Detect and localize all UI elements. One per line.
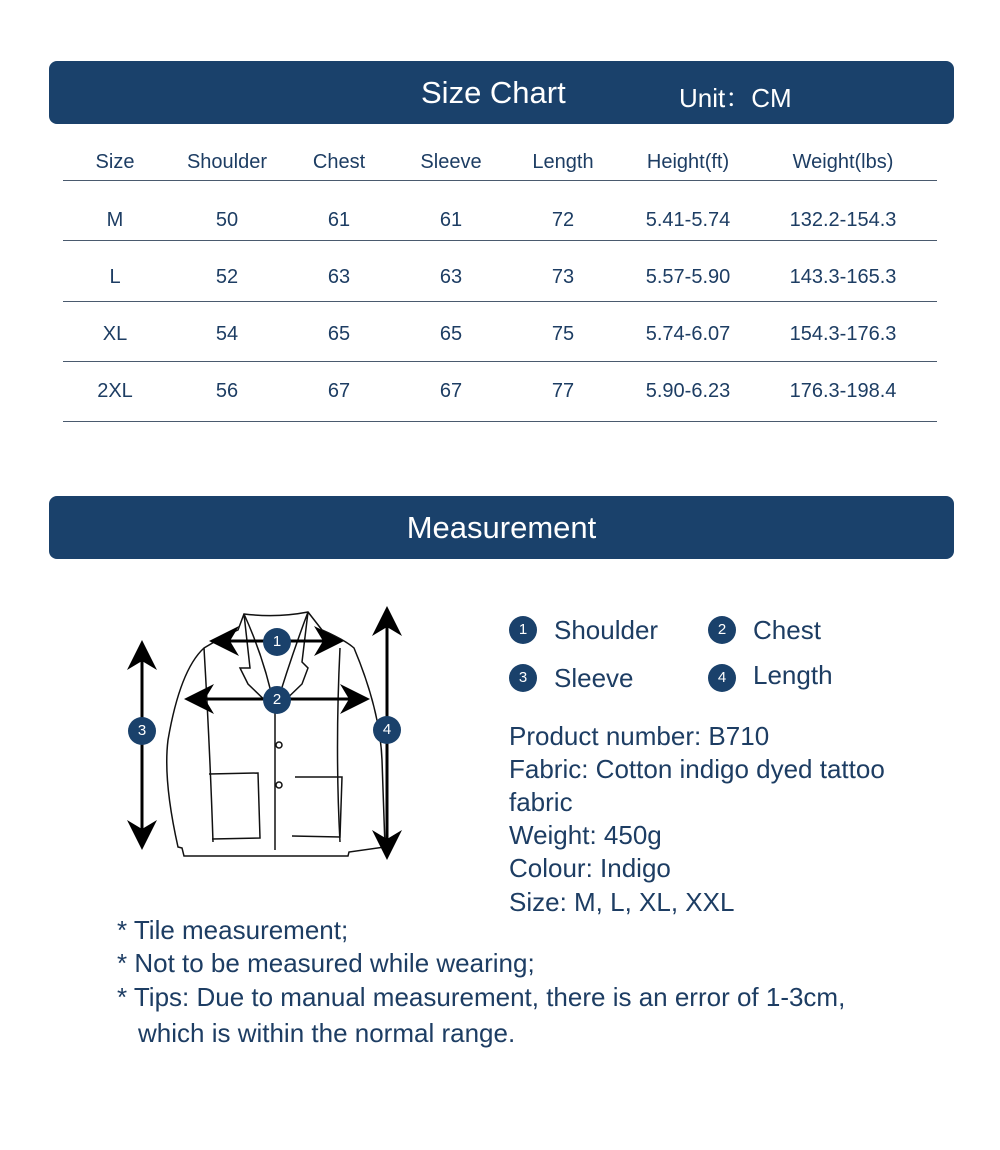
note-line: * Tips: Due to manual measurement, there is an error of 1-3cm, xyxy=(117,982,846,1012)
legend-number: 4 xyxy=(708,664,736,692)
table-cell: 65 xyxy=(327,323,351,345)
info-line: fabric xyxy=(509,787,573,817)
table-cell: 2XL xyxy=(97,380,133,402)
legend-label: Length xyxy=(753,660,833,690)
note-line: * Not to be measured while wearing; xyxy=(117,948,535,978)
table-cell: 72 xyxy=(551,209,575,231)
info-line: Product number: B710 xyxy=(509,721,770,751)
column-header: Height(ft) xyxy=(646,151,730,173)
info-line: Size: M, L, XL, XXL xyxy=(509,887,735,917)
marker-2: 2 xyxy=(263,686,291,714)
table-cell: 67 xyxy=(327,380,351,402)
table-cell: XL xyxy=(102,323,128,345)
table-cell: 73 xyxy=(551,266,575,288)
table-cell: 143.3-165.3 xyxy=(789,266,897,288)
table-cell: 61 xyxy=(327,209,351,231)
legend-label: Chest xyxy=(753,615,821,645)
legend-label: Sleeve xyxy=(554,663,634,693)
legend-number: 1 xyxy=(509,616,537,644)
column-header: Length xyxy=(532,151,594,173)
note-line: * Tile measurement; xyxy=(117,915,349,945)
info-line: Colour: Indigo xyxy=(509,853,671,883)
column-header: Sleeve xyxy=(420,151,482,173)
table-cell: M xyxy=(106,209,124,231)
table-cell: 63 xyxy=(327,266,351,288)
marker-1: 1 xyxy=(263,628,291,656)
table-cell: 52 xyxy=(215,266,239,288)
note-line: which is within the normal range. xyxy=(138,1018,516,1048)
marker-3: 3 xyxy=(128,717,156,745)
column-header: Weight(lbs) xyxy=(792,151,894,173)
table-cell: 176.3-198.4 xyxy=(789,380,897,402)
table-cell: 67 xyxy=(439,380,463,402)
size-chart-title: Size Chart xyxy=(421,75,566,110)
column-header: Size xyxy=(95,151,135,173)
table-cell: 5.74-6.07 xyxy=(645,323,731,345)
table-cell: 50 xyxy=(215,209,239,231)
column-header: Shoulder xyxy=(186,151,268,173)
table-cell: 77 xyxy=(551,380,575,402)
legend-label: Shoulder xyxy=(554,615,659,645)
table-cell: 63 xyxy=(439,266,463,288)
unit-label: Unit：CM xyxy=(679,83,792,113)
column-header: Chest xyxy=(312,151,366,173)
legend-number: 3 xyxy=(509,664,537,692)
table-cell: 5.57-5.90 xyxy=(645,266,731,288)
measurement-title: Measurement xyxy=(406,510,597,545)
info-line: Fabric: Cotton indigo dyed tattoo xyxy=(509,754,885,784)
table-cell: 154.3-176.3 xyxy=(789,323,897,345)
table-cell: 5.90-6.23 xyxy=(645,380,731,402)
legend-number: 2 xyxy=(708,616,736,644)
info-line: Weight: 450g xyxy=(509,820,662,850)
table-cell: 56 xyxy=(215,380,239,402)
table-cell: 5.41-5.74 xyxy=(645,209,731,231)
table-cell: 132.2-154.3 xyxy=(789,209,897,231)
table-cell: 54 xyxy=(215,323,239,345)
table-cell: L xyxy=(109,266,121,288)
marker-4: 4 xyxy=(373,716,401,744)
table-cell: 61 xyxy=(439,209,463,231)
table-cell: 65 xyxy=(439,323,463,345)
table-cell: 75 xyxy=(551,323,575,345)
